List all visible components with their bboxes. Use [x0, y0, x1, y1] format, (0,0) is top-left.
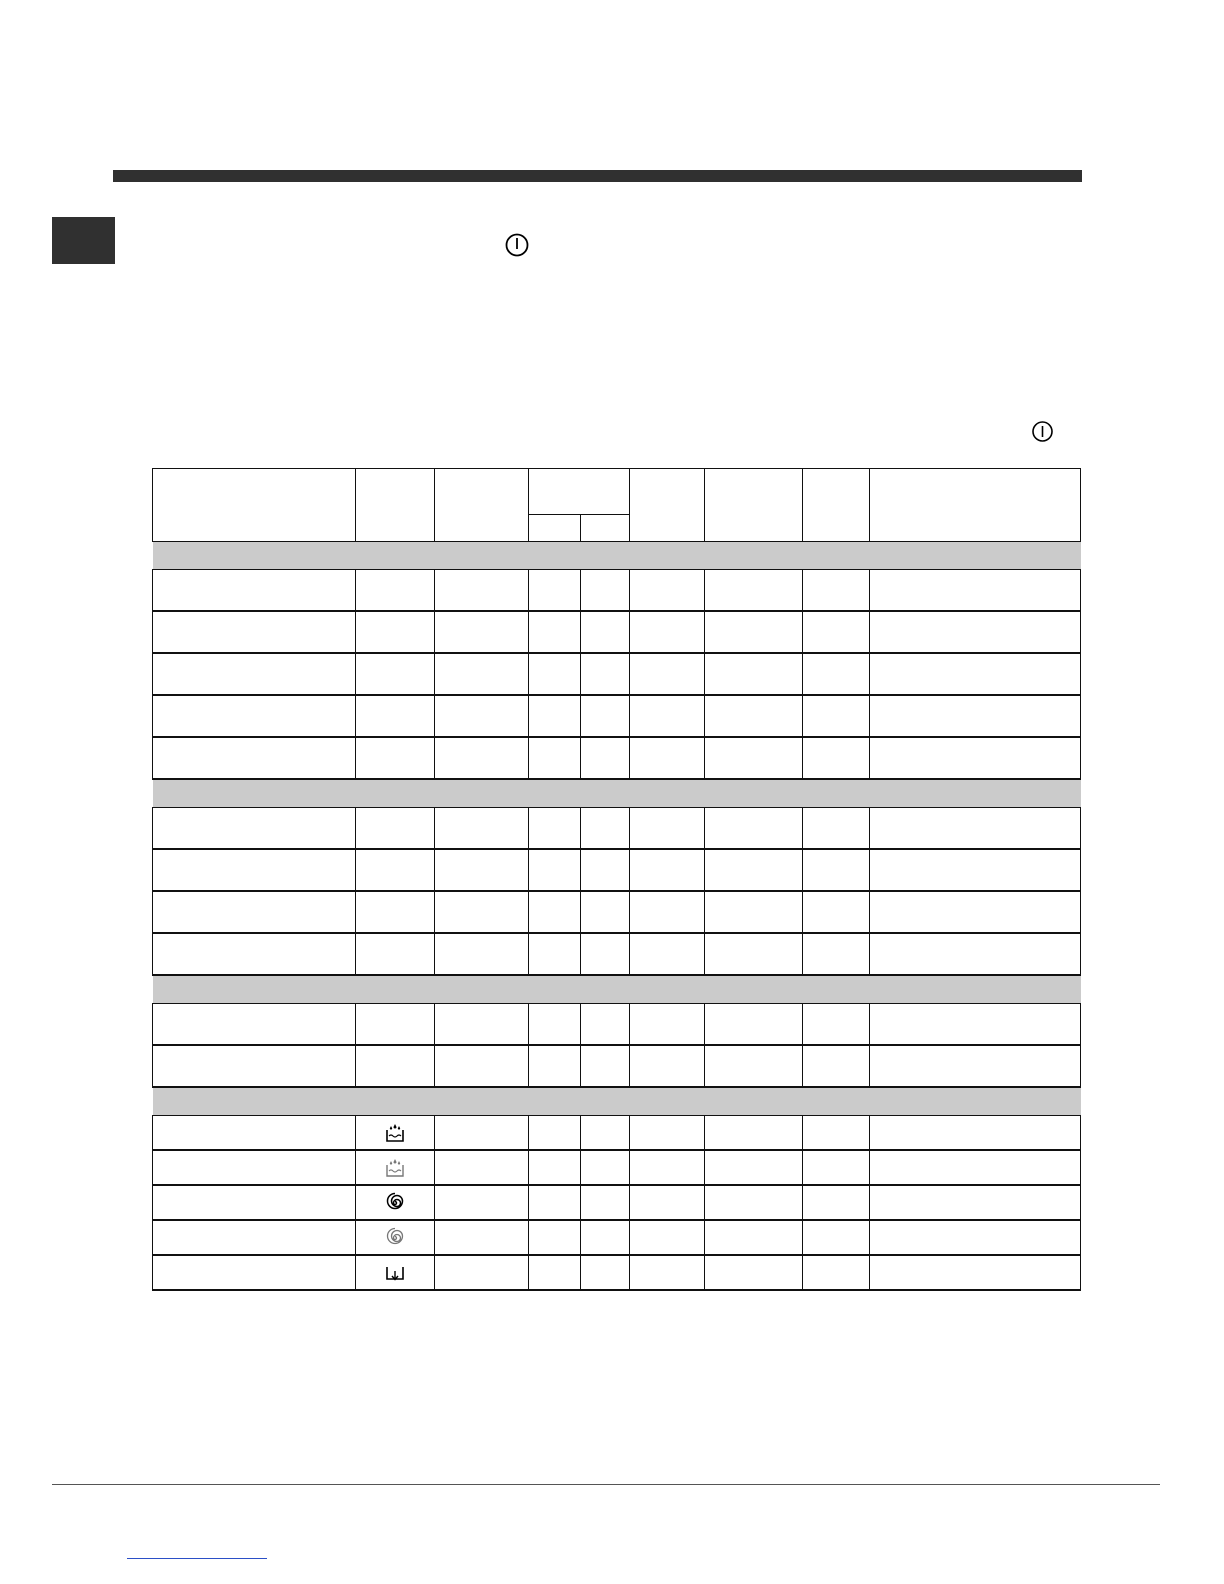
header-subcell — [581, 515, 630, 542]
rinse-delicate-icon — [356, 1150, 435, 1185]
table-row — [153, 1045, 1081, 1087]
table-row — [153, 808, 1081, 850]
table-row — [153, 933, 1081, 975]
header-cell — [630, 469, 705, 542]
table-row — [153, 611, 1081, 653]
table-header-row — [153, 469, 1081, 515]
table-row — [153, 1004, 1081, 1046]
rinse-icon — [356, 1116, 435, 1151]
header-cell — [705, 469, 803, 542]
footer-rule — [52, 1484, 1160, 1485]
table-row — [153, 1116, 1081, 1151]
programs-table — [152, 468, 1081, 1291]
header-cell — [435, 469, 529, 542]
spin-delicate-icon — [356, 1220, 435, 1255]
spin-icon — [356, 1185, 435, 1220]
start-pause-icon — [1031, 420, 1054, 443]
section-band — [153, 779, 1081, 808]
footer-link-underline[interactable] — [127, 1558, 267, 1559]
section-band — [153, 1087, 1081, 1116]
section-band — [153, 542, 1081, 570]
table-row — [153, 1220, 1081, 1255]
header-cell — [153, 469, 356, 542]
header-cell — [356, 469, 435, 542]
table-row — [153, 695, 1081, 737]
table-row — [153, 891, 1081, 933]
table-row — [153, 1255, 1081, 1290]
header-subcell — [529, 515, 581, 542]
table-row — [153, 737, 1081, 779]
header-cell — [870, 469, 1081, 542]
section-band — [153, 975, 1081, 1004]
header-rule — [113, 170, 1082, 182]
header-group-cell — [529, 469, 630, 515]
table-row — [153, 570, 1081, 612]
header-cell — [803, 469, 870, 542]
table-row — [153, 653, 1081, 695]
drain-icon — [356, 1255, 435, 1290]
table-row — [153, 849, 1081, 891]
language-tab — [52, 217, 115, 264]
table-row — [153, 1150, 1081, 1185]
table-row — [153, 1185, 1081, 1220]
power-icon — [504, 232, 530, 258]
